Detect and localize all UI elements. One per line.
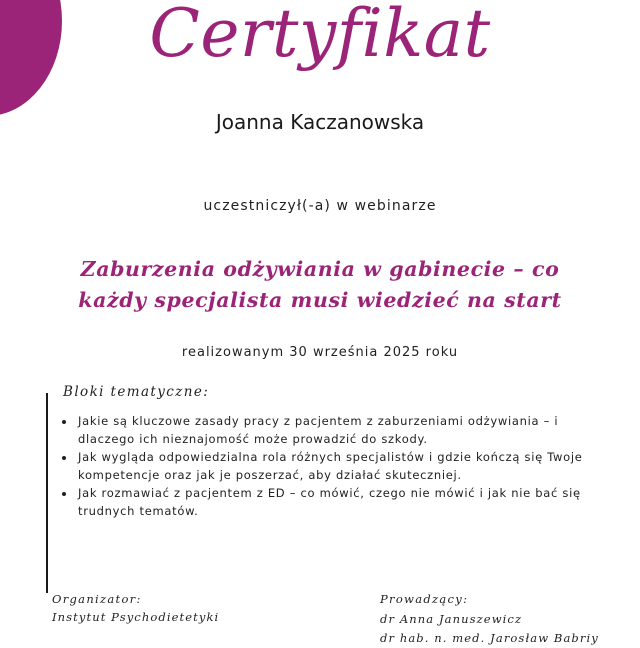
topic-item: • Jak rozmawiać z pacjentem z ED – co mówić, czego nie mówić i jak nie bać się trudnych tematów. <box>76 484 596 520</box>
webinar-title-line: Zaburzenia odżywiania w gabinecie – co <box>80 257 560 281</box>
webinar-date: realizowanym 30 września 2025 roku <box>181 345 459 360</box>
participation-text: uczestniczył(-a) w webinarze <box>203 198 437 214</box>
certificate-title: Certyfikat <box>149 0 491 72</box>
webinar-title <box>60 254 580 316</box>
recipient-name: Joanna Kaczanowska <box>215 110 425 134</box>
topics-list <box>58 412 596 520</box>
leader-name: dr hab. n. med. Jarosław Babriy <box>380 631 599 645</box>
organizer-label: Organizator: <box>52 592 142 606</box>
webinar-title-line: każdy specjalista musi wiedzieć na start <box>78 288 562 312</box>
leaders-label: Prowadzący: <box>380 592 469 606</box>
topic-item: • Jakie są kluczowe zasady pracy z pacjentem z zaburzeniami odżywiania – i dlaczego ich nieznajomość może prowadzić do szkody. <box>76 412 596 448</box>
section-divider <box>46 393 48 593</box>
leader-name: dr Anna Januszewicz <box>380 612 523 626</box>
topics-heading: Bloki tematyczne: <box>63 384 210 400</box>
organizer-name: Instytut Psychodietetyki <box>52 610 220 624</box>
leaders-list <box>380 610 640 648</box>
topic-item: • Jak wygląda odpowiedzialna rola różnych specjalistów i gdzie kończą się Twoje kompetencje oraz jak je poszerzać, aby działać skuteczniej. <box>76 448 596 484</box>
